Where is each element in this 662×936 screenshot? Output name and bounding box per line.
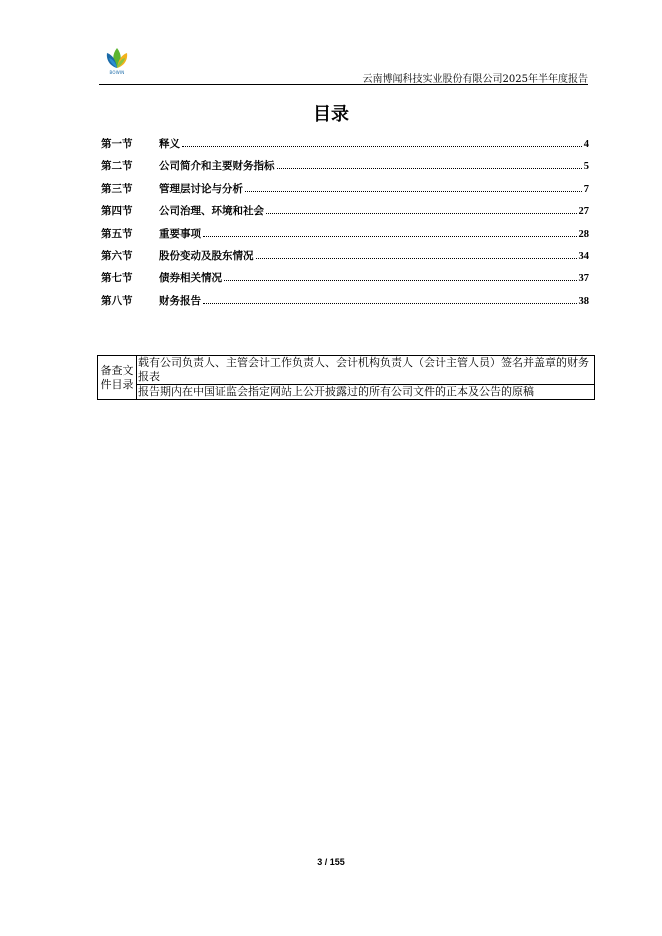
toc-entry[interactable] — [101, 293, 589, 315]
documents-label: 备查文件目录 — [98, 356, 137, 400]
toc-section-number: 第八节 — [101, 294, 133, 307]
toc-section-name: 公司治理、环境和社会 — [159, 205, 264, 218]
table-of-contents — [101, 136, 589, 315]
toc-leader-dots — [256, 257, 577, 259]
toc-page-number: 28 — [578, 228, 589, 240]
toc-leader-dots — [266, 212, 577, 214]
toc-leader-dots — [203, 235, 577, 237]
toc-section-number: 第六节 — [101, 249, 133, 262]
toc-page-number: 37 — [578, 273, 589, 285]
toc-page-number: 34 — [578, 250, 589, 262]
toc-entry[interactable] — [101, 158, 589, 180]
document-item: 报告期内在中国证监会指定网站上公开披露过的所有公司文件的正本及公告的原稿 — [137, 385, 595, 400]
report-header-title: 云南博闻科技实业股份有限公司2025年半年度报告 — [362, 74, 588, 85]
toc-leader-dots — [182, 145, 582, 147]
toc-title: 目录 — [313, 104, 349, 125]
toc-entry[interactable] — [101, 270, 589, 292]
toc-section-name: 重要事项 — [159, 227, 201, 240]
table-row — [98, 385, 595, 400]
logo-wordmark: BOWIN — [109, 70, 125, 75]
toc-section-name: 释义 — [159, 138, 180, 150]
toc-entry[interactable] — [101, 181, 589, 203]
toc-page-number: 7 — [583, 183, 589, 195]
toc-leader-dots — [277, 167, 582, 169]
toc-page-number: 27 — [578, 206, 589, 218]
lotus-logo-icon — [104, 46, 130, 70]
document-item: 载有公司负责人、主管会计工作负责人、会计机构负责人（会计主管人员）签名并盖章的财务报表 — [137, 356, 595, 385]
toc-leader-dots — [203, 302, 577, 304]
toc-entry[interactable] — [101, 136, 589, 158]
toc-page-number: 5 — [583, 161, 589, 173]
toc-section-name: 管理层讨论与分析 — [159, 182, 243, 195]
reference-documents-table — [97, 355, 595, 400]
toc-section-name: 财务报告 — [159, 294, 201, 307]
toc-section-number: 第五节 — [101, 227, 133, 240]
toc-section-number: 第三节 — [101, 182, 133, 195]
toc-section-number: 第七节 — [101, 272, 133, 285]
company-logo — [104, 46, 130, 80]
toc-section-name: 股份变动及股东情况 — [159, 249, 254, 262]
toc-section-name: 债券相关情况 — [159, 272, 222, 285]
toc-section-number: 第二节 — [101, 160, 133, 173]
toc-section-number: 第一节 — [101, 138, 133, 150]
toc-page-number: 38 — [578, 295, 589, 307]
toc-section-name: 公司简介和主要财务指标 — [159, 160, 275, 173]
page-number: 3 / 155 — [317, 857, 345, 867]
toc-entry[interactable] — [101, 203, 589, 225]
toc-leader-dots — [245, 190, 582, 192]
toc-entry[interactable] — [101, 248, 589, 270]
table-row — [98, 356, 595, 385]
toc-page-number: 4 — [583, 139, 589, 150]
header-divider — [99, 84, 588, 85]
toc-section-number: 第四节 — [101, 205, 133, 218]
toc-entry[interactable] — [101, 226, 589, 248]
toc-leader-dots — [224, 279, 577, 281]
